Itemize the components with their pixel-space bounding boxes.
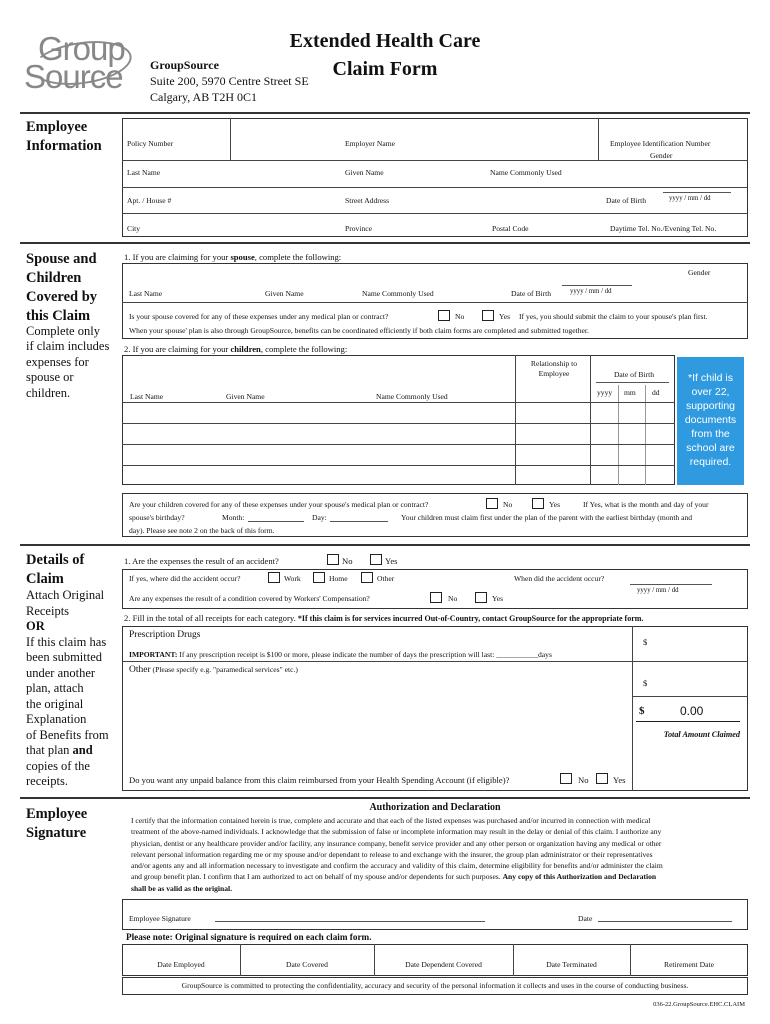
details-note-8: Explanation: [26, 712, 87, 726]
birthday-day-label: Day:: [312, 513, 327, 522]
children-first-note-2: day). Please see note 2 on the back of this form.: [129, 526, 275, 535]
postal-code-label: Postal Code: [492, 224, 529, 233]
form-title-line2: Claim Form: [332, 58, 438, 80]
accident-date-format: yyyy / mm / dd: [637, 587, 679, 594]
form-code: 036-22.GroupSource.EHC.CLAIM: [653, 1001, 745, 1008]
apt-label: Apt. / House #: [127, 196, 172, 205]
details-section-title-1: Details of: [26, 552, 85, 568]
total-dollar-sign: $: [639, 705, 645, 717]
employee-last-name-label: Last Name: [127, 168, 161, 177]
spouse-note-3: expenses for: [26, 355, 89, 369]
spouse-birthday-label: spouse's birthday?: [129, 513, 185, 522]
spouse-section-title-1: Spouse and: [26, 251, 97, 267]
accident-when-label: When did the accident occur?: [514, 574, 605, 583]
spouse-covered-yes-label: Yes: [499, 312, 511, 321]
rx-dollar-sign: $: [643, 637, 648, 647]
accident-home-label: Home: [329, 574, 348, 583]
details-section-title-2: Claim: [26, 571, 64, 587]
details-note-5: under another: [26, 666, 96, 680]
employee-common-name-label: Name Commonly Used: [490, 168, 562, 177]
privacy-notice: GroupSource is committed to protecting the confidentiality, accuracy and security of the personal information it collects and uses in the course of conducting business.: [181, 981, 689, 990]
prescription-drugs-label: Prescription Drugs: [129, 630, 201, 640]
phone-label: Daytime Tel. No./Evening Tel. No.: [610, 224, 717, 233]
spouse-last-name-label: Last Name: [129, 289, 163, 298]
spouse-section-title-3: Covered by: [26, 289, 98, 305]
spouse-section-title-4: this Claim: [26, 308, 91, 324]
wcb-question: Are any expenses the result of a condition covered by Workers' Compensation?: [129, 594, 370, 603]
signature-section-title-1: Employee: [26, 806, 88, 822]
original-signature-note: Please note: Original signature is required on each claim form.: [126, 932, 372, 942]
receipts-instruction: 2. Fill in the total of all receipts for each category. *If this claim is for services incurred Out-of-Country, contact GroupSource for the appropriate form.: [124, 613, 644, 623]
employee-signature-line[interactable]: [215, 921, 485, 922]
details-note-2: Receipts: [26, 604, 70, 618]
employee-dob-format: yyyy / mm / dd: [669, 195, 711, 202]
province-label: Province: [345, 224, 372, 233]
date-covered-label: Date Covered: [286, 960, 328, 969]
children-covered-yes-label: Yes: [549, 500, 561, 509]
accident-yes-label: Yes: [385, 556, 398, 566]
employee-given-name-label: Given Name: [345, 168, 384, 177]
child-dob-mm: mm: [624, 388, 636, 397]
wcb-yes-label: Yes: [492, 594, 504, 603]
wcb-yes-checkbox[interactable]: [475, 592, 487, 603]
spouse-dob-format: yyyy / mm / dd: [570, 288, 612, 295]
total-amount-label: Total Amount Claimed: [663, 730, 740, 739]
employee-gender-label: Gender: [650, 151, 673, 160]
details-note-11: copies of the: [26, 759, 90, 773]
relationship-label-1: Relationship to: [530, 359, 578, 368]
employee-info-grid: [122, 118, 748, 237]
company-name: GroupSource: [150, 58, 219, 72]
spouse-covered-no-label: No: [455, 312, 465, 321]
signature-section-title-2: Signature: [26, 825, 87, 841]
spouse-note-2: if claim includes: [26, 339, 110, 353]
total-amount-value[interactable]: 0.00: [680, 704, 704, 718]
spouse-covered-no-checkbox[interactable]: [438, 310, 450, 321]
authorization-title: Authorization and Declaration: [369, 802, 501, 813]
children-covered-yes-checkbox[interactable]: [532, 498, 544, 509]
signature-date-line[interactable]: [598, 921, 732, 922]
details-note-4: been submitted: [26, 650, 103, 664]
spouse-gender-label: Gender: [688, 268, 711, 277]
children-covered-question: Are your children covered for any of these expenses under your spouse's medical plan or contract?: [129, 500, 429, 509]
street-label: Street Address: [345, 196, 390, 205]
spouse-section-title-2: Children: [26, 270, 82, 286]
accident-work-checkbox[interactable]: [268, 572, 280, 583]
children-first-note: Your children must claim first under the plan of the parent with the earliest birthday (month and: [401, 513, 693, 522]
employer-name-label: Employer Name: [345, 139, 395, 148]
city-label: City: [127, 224, 141, 233]
retirement-date-label: Retirement Date: [664, 960, 714, 969]
spouse-question: 1. If you are claiming for your spouse, complete the following:: [124, 252, 342, 262]
company-address-line2: Calgary, AB T2H 0C1: [150, 90, 257, 104]
header-divider: [20, 112, 750, 114]
details-note-3: If this claim has: [26, 635, 107, 649]
date-terminated-label: Date Terminated: [546, 960, 597, 969]
accident-no-label: No: [342, 556, 353, 566]
rx-important-note: IMPORTANT: If any prescription receipt is $100 or more, please indicate the number of days the prescription will last: ___________days: [129, 650, 552, 659]
children-question: 2. If you are claiming for your children, complete the following:: [124, 344, 348, 354]
child-dob-dd: dd: [652, 388, 660, 397]
spouse-given-name-label: Given Name: [265, 289, 304, 298]
details-note-or: OR: [26, 619, 45, 633]
employee-signature-label: Employee Signature: [129, 914, 191, 923]
children-covered-no-checkbox[interactable]: [486, 498, 498, 509]
employee-id-label: Employee Identification Number: [610, 139, 711, 148]
hsa-yes-label: Yes: [613, 775, 626, 785]
spouse-dob-label: Date of Birth: [511, 289, 552, 298]
authorization-text: I certify that the information contained herein is true, complete and accurate and that each of the listed expenses was purchased and/or incurred in connection with medical treatment of the above-named individuals. I acknowledge that the submission of false or incomplete information may result in the delay or denial of this claim. I authorize any physician, dentist or any healthcare provider and/or facility, any insurance company, benefit service provider and any other person or organization having any medical or other relevant personal information regarding me or my spouse and/or dependant to release to and exchange with the insurer, the group plan administrator or their representatives and/or agents any and all information necessary to investigate and confirm the accuracy and validity of this claim, determine eligibility for benefits and/or administer the claim and group benefit plan. I confirm that I am authorized to act on behalf of my spouse and/or dependents for such purposes. Any copy of this Authorization and Declaration shall be as valid as the original.: [131, 816, 663, 893]
logo-word-group: Group: [38, 30, 125, 67]
groupsource-logo: [24, 32, 134, 100]
company-address-line1: Suite 200, 5970 Centre Street SE: [150, 74, 309, 88]
details-note-7: the original: [26, 697, 84, 711]
spouse-note-4: spouse or: [26, 370, 74, 384]
logo-word-source: Source: [24, 58, 123, 95]
details-note-1: Attach Original: [26, 588, 105, 602]
accident-work-label: Work: [284, 574, 301, 583]
details-note-9: of Benefits from: [26, 728, 109, 742]
accident-yes-checkbox[interactable]: [370, 554, 382, 565]
accident-other-checkbox[interactable]: [361, 572, 373, 583]
employee-dob-label: Date of Birth: [606, 196, 647, 205]
children-covered-no-label: No: [503, 500, 513, 509]
spouse-note-1: Complete only: [26, 324, 100, 338]
policy-number-label: Policy Number: [127, 139, 174, 148]
employee-section-title-2: Information: [26, 138, 102, 154]
coordination-note: When your spouse' plan is also through GroupSource, benefits can be coordinated efficiently if both claim forms are completed and submitted together.: [129, 326, 589, 335]
hsa-no-checkbox[interactable]: [560, 773, 572, 784]
children-yes-note: If Yes, what is the month and day of your: [583, 500, 709, 509]
details-note-12: receipts.: [26, 774, 68, 788]
relationship-label-2: Employee: [538, 369, 570, 378]
spouse-covered-yes-checkbox[interactable]: [482, 310, 494, 321]
details-note-6: plan, attach: [26, 681, 84, 695]
accident-where-label: If yes, where did the accident occur?: [129, 574, 241, 583]
hsa-question: Do you want any unpaid balance from this claim reimbursed from your Health Spending Account (if eligible)?: [129, 775, 510, 785]
signature-date-label: Date: [578, 914, 593, 923]
child-dob-label: Date of Birth: [613, 370, 655, 379]
birthday-month-label: Month:: [222, 513, 245, 522]
child-over-22-notice: *If child is over 22, supporting documents from the school are required.: [677, 357, 744, 485]
date-dependent-covered-label: Date Dependent Covered: [405, 960, 482, 969]
accident-other-label: Other: [377, 574, 395, 583]
details-note-10: that plan and: [26, 743, 93, 757]
spouse-yes-note: If yes, you should submit the claim to your spouse's plan first.: [519, 312, 708, 321]
wcb-no-label: No: [448, 594, 458, 603]
child-dob-yyyy: yyyy: [597, 388, 613, 397]
other-dollar-sign: $: [643, 678, 648, 688]
signature-box: [122, 899, 748, 930]
accident-question: 1. Are the expenses the result of an accident?: [124, 556, 279, 566]
accident-home-checkbox[interactable]: [313, 572, 325, 583]
hsa-yes-checkbox[interactable]: [596, 773, 608, 784]
child-common-name-label: Name Commonly Used: [376, 392, 448, 401]
employee-section-title-1: Employee: [26, 119, 88, 135]
form-title-line1: Extended Health Care: [289, 30, 481, 52]
other-expenses-label: Other (Please specify e.g. "paramedical services" etc.): [129, 665, 298, 675]
spouse-note-5: children.: [26, 386, 71, 400]
spouse-covered-question: Is your spouse covered for any of these expenses under any medical plan or contract?: [129, 312, 389, 321]
child-last-name-label: Last Name: [130, 392, 164, 401]
accident-no-checkbox[interactable]: [327, 554, 339, 565]
date-employed-label: Date Employed: [157, 960, 205, 969]
wcb-no-checkbox[interactable]: [430, 592, 442, 603]
spouse-common-name-label: Name Commonly Used: [362, 289, 434, 298]
hsa-no-label: No: [578, 775, 589, 785]
child-given-name-label: Given Name: [226, 392, 265, 401]
